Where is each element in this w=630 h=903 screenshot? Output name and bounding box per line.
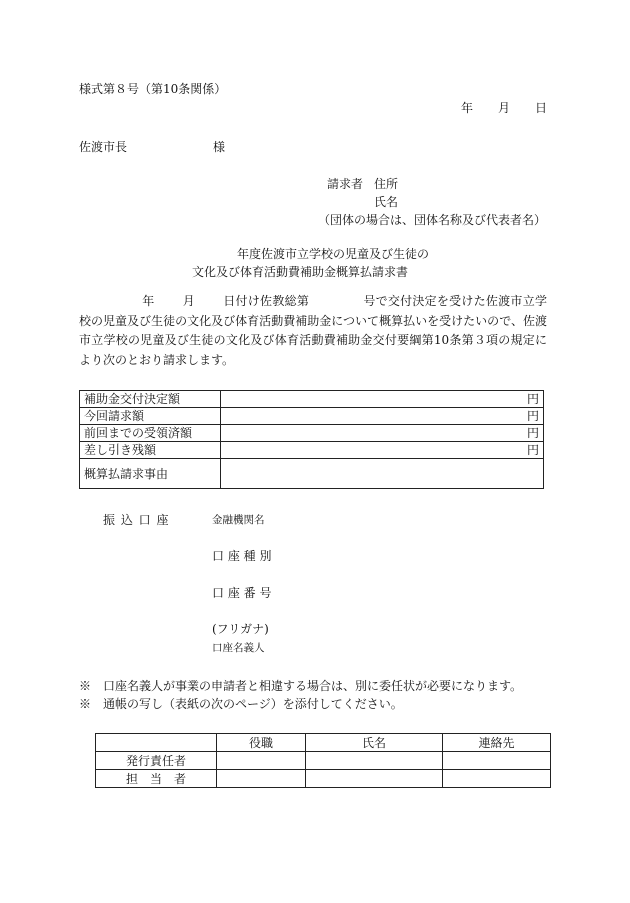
contact-cell	[443, 752, 551, 770]
table-row	[80, 442, 544, 459]
account-number-label: 口 座 番 号	[212, 586, 272, 600]
body-text-1: 日付け佐教総第	[223, 294, 310, 308]
staff-table	[95, 733, 551, 788]
table-row	[80, 459, 544, 489]
addressee-honorific: 様	[213, 140, 226, 154]
role-label: 発行責任者	[96, 752, 217, 770]
row-label: 差し引き残額	[80, 442, 221, 459]
note-2: ※ 通帳の写し（表紙の次のページ）を添付してください。	[79, 697, 403, 711]
position-cell	[217, 752, 306, 770]
table-row	[80, 391, 544, 408]
account-type-label: 口 座 種 別	[212, 549, 272, 563]
amount-cell: 円	[221, 442, 544, 459]
body-text-2: 号で交付決定を受けた佐渡市立学校の児童及び生徒の文化及び体育活動費補助金について概算払いを受けたいので、佐渡市立学校の児童及び生徒の文化及び体育活動費補助金交付要綱第10条第３項の規定により次のとおり請求します。	[79, 294, 547, 367]
addressee-name: 佐渡市長	[79, 140, 128, 154]
row-label: 今回請求額	[80, 408, 221, 425]
title-line-1: 年度佐渡市立学校の児童及び生徒の	[237, 247, 430, 261]
row-label: 概算払請求事由	[80, 459, 221, 489]
amount-cell: 円	[221, 408, 544, 425]
form-header: 様式第８号（第10条関係）	[79, 82, 227, 96]
body-year-label: 年	[142, 294, 155, 308]
contact-cell	[443, 770, 551, 788]
date-month-label: 月	[498, 101, 511, 115]
furigana-label: (フリガナ)	[212, 622, 269, 636]
amount-cell: 円	[221, 425, 544, 442]
role-label: 担 当 者	[96, 770, 217, 788]
row-label: 前回までの受領済額	[80, 425, 221, 442]
table-row	[96, 752, 551, 770]
body-month-label: 月	[182, 294, 196, 308]
name-cell	[306, 770, 443, 788]
header-cell: 役職	[217, 734, 306, 752]
position-cell	[217, 770, 306, 788]
request-body-text	[79, 292, 547, 370]
amount-cell: 円	[221, 391, 544, 408]
amount-table	[79, 390, 544, 489]
requester-org-note: （団体の場合は、団体名称及び代表者名）	[318, 213, 547, 227]
header-cell	[96, 734, 217, 752]
requester-address-label: 住所	[374, 177, 399, 191]
account-holder-label: 口座名義人	[212, 642, 265, 654]
table-row	[96, 770, 551, 788]
bank-heading: 振 込 口 座	[103, 513, 170, 527]
title-line-2: 文化及び体育活動費補助金概算払請求書	[192, 265, 409, 279]
header-cell: 氏名	[306, 734, 443, 752]
note-1: ※ 口座名義人が事業の申請者と相違する場合は、別に委任状が必要になります。	[79, 679, 523, 693]
date-year-label: 年	[461, 101, 474, 115]
requester-label: 請求者	[327, 177, 364, 191]
bank-institution-label: 金融機関名	[212, 514, 265, 526]
table-row	[80, 425, 544, 442]
requester-name-label: 氏名	[374, 195, 399, 209]
date-day-label: 日	[535, 101, 548, 115]
table-header-row	[96, 734, 551, 752]
row-label: 補助金交付決定額	[80, 391, 221, 408]
name-cell	[306, 752, 443, 770]
table-row	[80, 408, 544, 425]
reason-cell	[221, 459, 544, 489]
header-cell: 連絡先	[443, 734, 551, 752]
